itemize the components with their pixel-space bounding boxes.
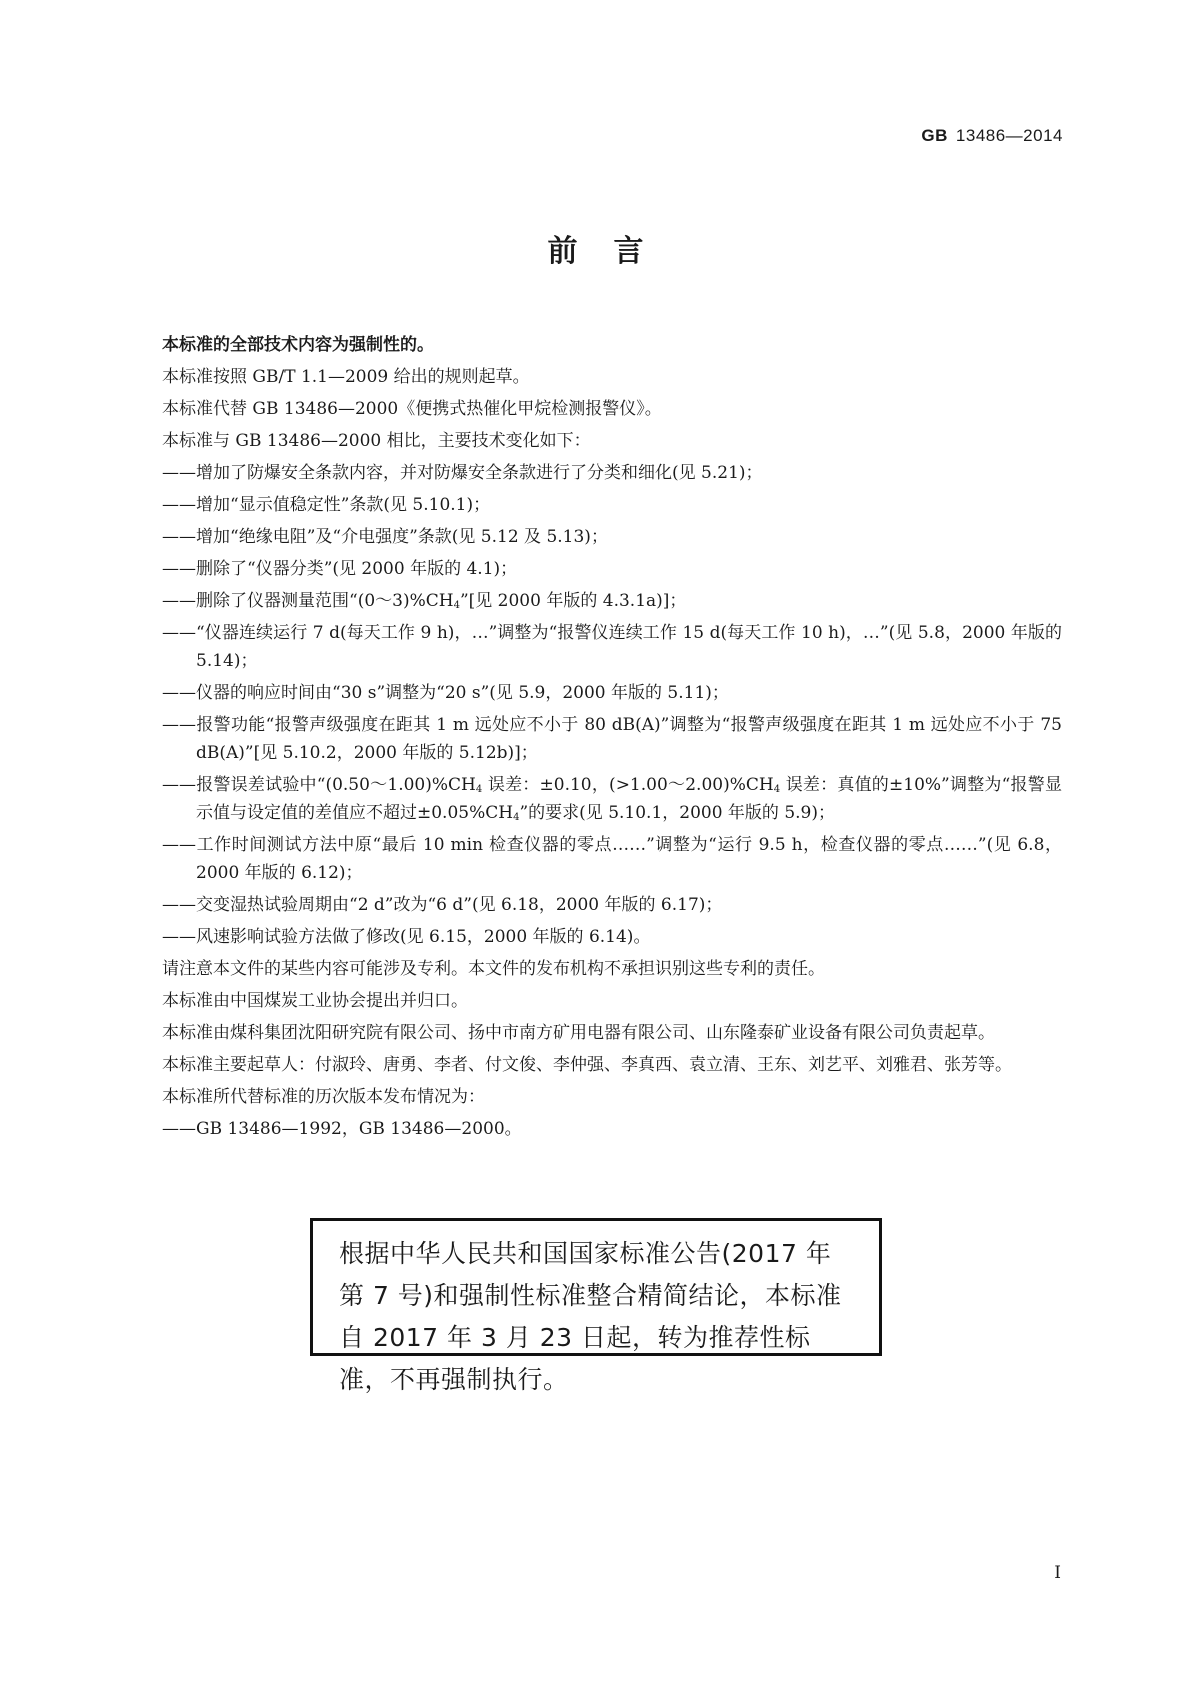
subscript: 4 — [773, 784, 781, 795]
change-item: ——删除了“仪器分类”(见 2000 年版的 4.1)； — [162, 559, 518, 579]
page-title: 前言 — [547, 234, 680, 269]
document-body — [128, 331, 1062, 1147]
change-text: 误差：±0.10，(>1.00～2.00)%CH — [482, 775, 774, 795]
paragraph-replaces: 本标准代替 GB 13486—2000《便携式热催化甲烷检测报警仪》。 — [162, 399, 662, 419]
standard-code-number: 13486—2014 — [955, 126, 1063, 145]
history-item: ——GB 13486—1992，GB 13486—2000。 — [162, 1119, 522, 1139]
change-text: ”[见 2000 年版的 4.3.1a)]； — [459, 591, 687, 611]
change-item: ——仪器的响应时间由“30 s”调整为“20 s”(见 5.9，2000 年版的 5.11)； — [162, 683, 729, 703]
change-item — [128, 771, 1062, 827]
subscript: 4 — [513, 812, 520, 823]
page-number: I — [1054, 1563, 1061, 1583]
paragraph-proposer: 本标准由中国煤炭工业协会提出并归口。 — [162, 991, 468, 1011]
change-item: ——风速影响试验方法做了修改(见 6.15，2000 年版的 6.14)。 — [162, 927, 651, 947]
change-item: ——增加“显示值稳定性”条款(见 5.10.1)； — [162, 495, 491, 515]
paragraph-drafting-units: 本标准由煤科集团沈阳研究院有限公司、扬中市南方矿用电器有限公司、山东隆泰矿业设备有限公司负责起草。 — [162, 1023, 995, 1043]
change-item: ——工作时间测试方法中原“最后 10 min 检查仪器的零点……”调整为“运行 9.5 h，检查仪器的零点……”(见 6.8，2000 年版的 6.12)； — [162, 835, 1062, 883]
paragraph-drafters: 本标准主要起草人：付淑玲、唐勇、李者、付文俊、李仲强、李真西、袁立清、王东、刘艺平、刘雅君、张芳等。 — [162, 1055, 1012, 1075]
standard-code — [921, 126, 1063, 146]
paragraph-changes-intro: 本标准与 GB 13486—2000 相比，主要技术变化如下： — [162, 431, 591, 451]
paragraph-mandatory: 本标准的全部技术内容为强制性的。 — [162, 335, 434, 355]
change-item — [128, 587, 1062, 615]
paragraph-patent-notice: 请注意本文件的某些内容可能涉及专利。本文件的发布机构不承担识别这些专利的责任。 — [162, 959, 825, 979]
change-text: ——报警误差试验中“(0.50～1.00)%CH — [162, 775, 476, 795]
change-text: ”的要求(见 5.10.1，2000 年版的 5.9)； — [519, 803, 836, 823]
change-item: ——交变湿热试验周期由“2 d”改为“6 d”(见 6.18，2000 年版的 6.17)； — [162, 895, 723, 915]
subscript: 4 — [475, 784, 483, 795]
change-item: ——增加“绝缘电阻”及“介电强度”条款(见 5.12 及 5.13)； — [162, 527, 608, 547]
standard-code-prefix: GB — [921, 126, 948, 145]
change-item: ——增加了防爆安全条款内容，并对防爆安全条款进行了分类和细化(见 5.21)； — [162, 463, 763, 483]
subscript: 4 — [453, 600, 460, 611]
change-item: ——“仪器连续运行 7 d(每天工作 9 h)，…”调整为“报警仪连续工作 15 d(每天工作 10 h)，…”(见 5.8，2000 年版的 5.14)； — [162, 623, 1062, 671]
paragraph-history-intro: 本标准所代替标准的历次版本发布情况为： — [162, 1087, 485, 1107]
paragraph-drafting-rules: 本标准按照 GB/T 1.1—2009 给出的规则起草。 — [162, 367, 530, 387]
change-text: 误差：真值的±10%”调整为“报警显示值与设定值的差值应不超过±0.05%CH — [196, 775, 1062, 823]
change-text: ——删除了仪器测量范围“(0～3)%CH — [162, 591, 454, 611]
status-notice-box: 根据中华人民共和国国家标准公告(2017 年第 7 号)和强制性标准整合精简结论，本标准自 2017 年 3 月 23 日起，转为推荐性标准，不再强制执行。 — [310, 1218, 882, 1356]
change-item: ——报警功能“报警声级强度在距其 1 m 远处应不小于 80 dB(A)”调整为“报警声级强度在距其 1 m 远处应不小于 75 dB(A)”[见 5.10.2，2000 年版的 5.12b)]； — [162, 715, 1062, 763]
